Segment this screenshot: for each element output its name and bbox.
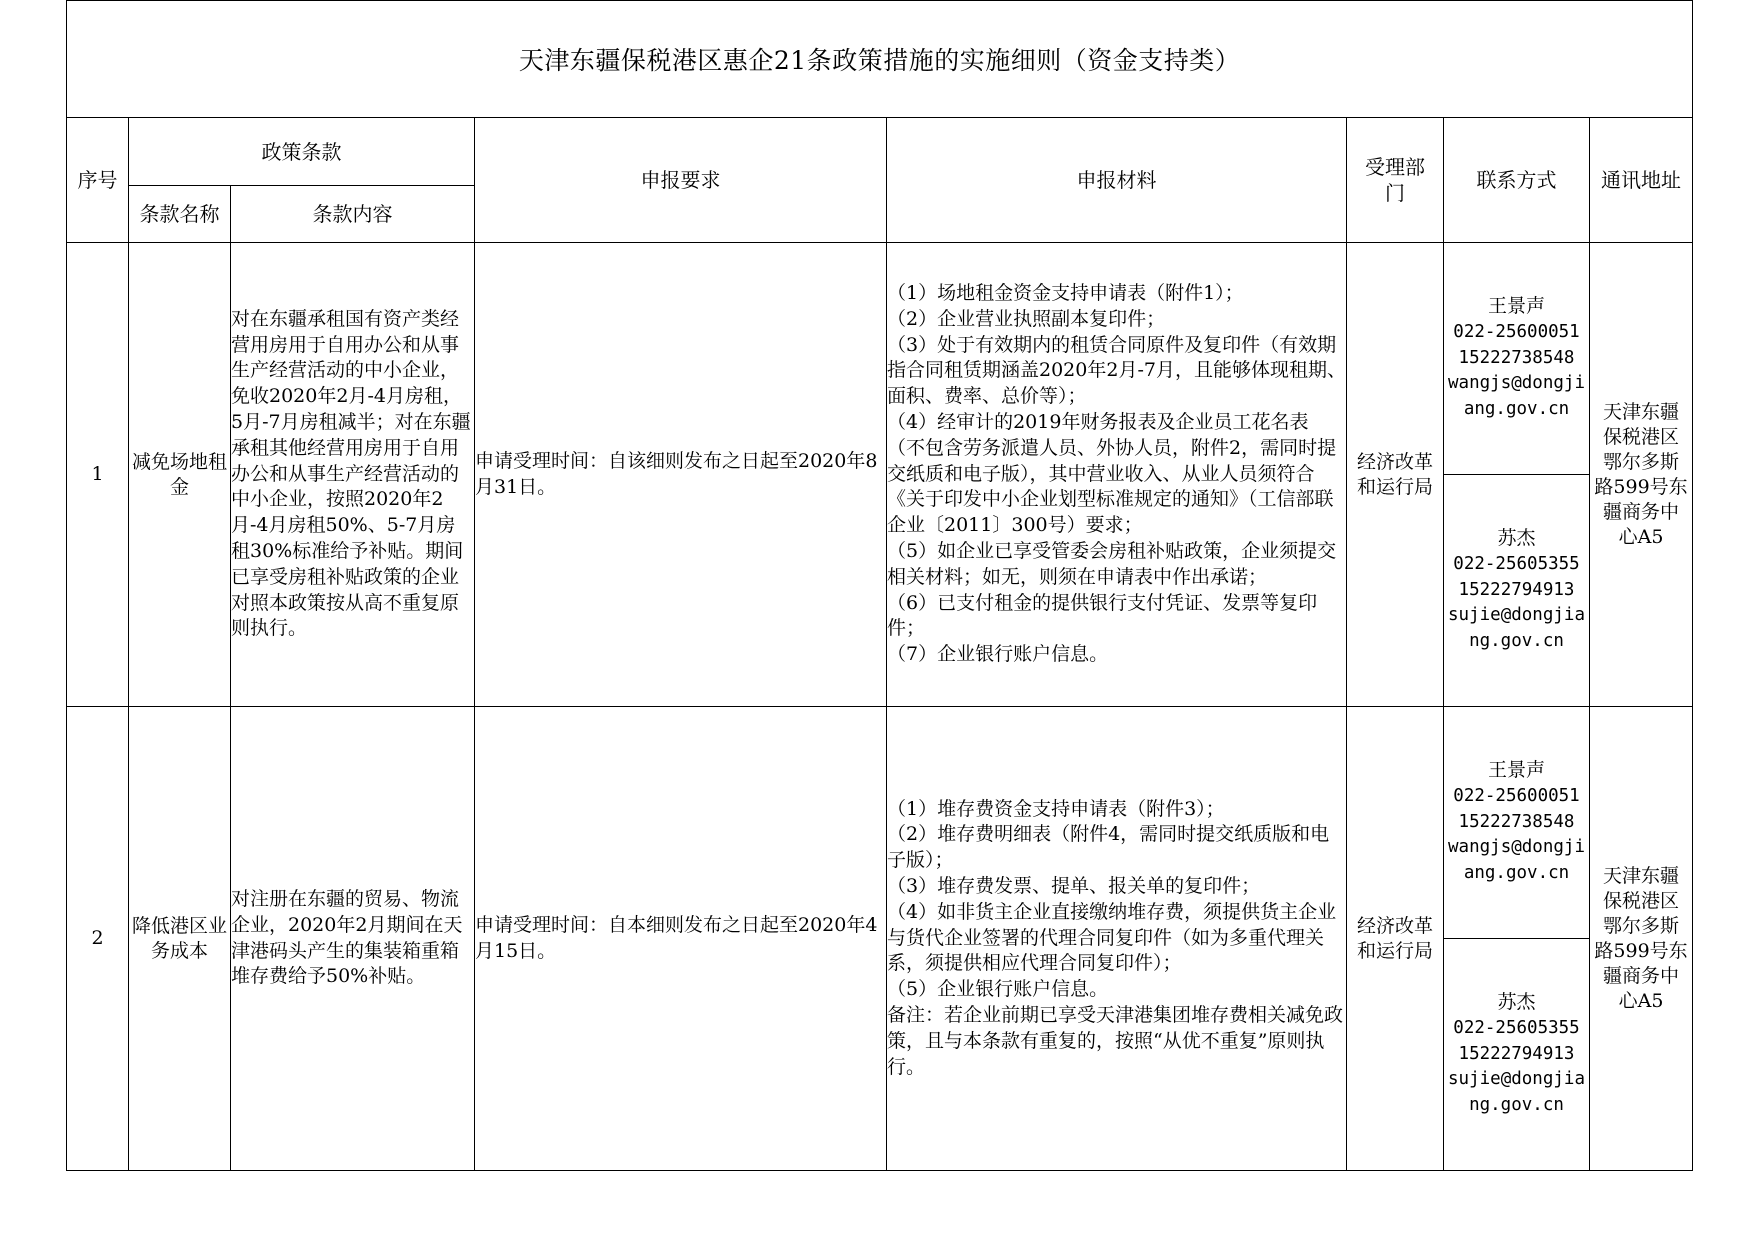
header-materials: 申报材料 (887, 118, 1347, 243)
contact-phone: 022-25605355 (1453, 553, 1580, 574)
header-policy: 政策条款 (129, 118, 475, 186)
table-row (67, 707, 1693, 939)
material-item: （5）企业银行账户信息。 (887, 978, 1109, 1001)
header-address: 通讯地址 (1590, 118, 1693, 243)
contact-card (1444, 939, 1590, 1171)
application-requirements: 申请受理时间：自该细则发布之日起至2020年8月31日。 (475, 243, 887, 707)
header-contact: 联系方式 (1444, 118, 1590, 243)
material-item: （4）经审计的2019年财务报表及企业员工花名表（不包含劳务派遣人员、外协人员，附件2，需同时提交纸质和电子版），其中营业收入、从业人员须符合《关于印发中小企业划型标准规定的通知》（工信部联企业〔2011〕300号）要求； (887, 411, 1337, 537)
material-item: （1）堆存费资金支持申请表（附件3）； (887, 797, 1225, 820)
clause-name: 减免场地租金 (129, 243, 231, 707)
header-clause-content: 条款内容 (231, 186, 475, 243)
clause-content: 对注册在东疆的贸易、物流企业，2020年2月期间在天津港码头产生的集装箱重箱堆存费给予50%补贴。 (231, 707, 475, 1171)
material-item: （3）堆存费发票、提单、报关单的复印件； (887, 875, 1261, 897)
table-row (67, 243, 1693, 475)
material-item: 备注：若企业前期已享受天津港集团堆存费相关减免政策，且与本条款有重复的，按照“从优不重复”原则执行。 (887, 1003, 1344, 1078)
contact-name: 王景声 (1487, 295, 1545, 317)
material-item: （2）堆存费明细表（附件4，需同时提交纸质版和电子版）； (887, 823, 1330, 872)
department: 经济改革和运行局 (1347, 243, 1444, 707)
contact-mobile: 15222794913 (1458, 579, 1575, 600)
material-item: （7）企业银行账户信息。 (887, 643, 1109, 666)
department: 经济改革和运行局 (1347, 707, 1444, 1171)
contact-phone: 022-25600051 (1453, 321, 1580, 342)
contact-phone: 022-25605355 (1453, 1017, 1580, 1038)
row-seq: 2 (67, 707, 129, 1171)
header-department: 受理部门 (1347, 118, 1444, 243)
contact-mobile: 15222794913 (1458, 1043, 1575, 1064)
header-requirements: 申报要求 (475, 118, 887, 243)
contact-card (1444, 243, 1590, 475)
policy-document (66, 0, 1692, 1172)
mailing-address: 天津东疆保税港区鄂尔多斯路599号东疆商务中心A5 (1590, 707, 1693, 1171)
header-clause-name: 条款名称 (129, 186, 231, 243)
material-item: （2）企业营业执照副本复印件； (887, 307, 1166, 330)
policy-table (66, 0, 1693, 1171)
application-materials (887, 243, 1347, 707)
contact-mobile: 15222738548 (1458, 347, 1575, 368)
contact-email: wangjs@dongjiang.gov.cn (1448, 837, 1585, 884)
contact-mobile: 15222738548 (1458, 811, 1575, 832)
clause-content: 对在东疆承租国有资产类经营用房用于自用办公和从事生产经营活动的中小企业，免收2020年2月-4月房租，5月-7月房租减半；对在东疆承租其他经营用房用于自用办公和从事生产经营活动的中小企业，按照2020年2月-4月房租50%、5-7月房租30%标准给予补贴。期间已享受房租补贴政策的企业对照本政策按从高不重复原则执行。 (231, 243, 475, 707)
contact-card (1444, 707, 1590, 939)
document-title: 天津东疆保税港区惠企21条政策措施的实施细则（资金支持类） (67, 1, 1693, 118)
contact-phone: 022-25600051 (1453, 785, 1580, 806)
row-seq: 1 (67, 243, 129, 707)
contact-name: 苏杰 (1497, 527, 1536, 549)
material-item: （1）场地租金资金支持申请表（附件1）； (887, 282, 1244, 305)
material-item: （4）如非货主企业直接缴纳堆存费，须提供货主企业与货代企业签署的代理合同复印件（如为多重代理关系，须提供相应代理合同复印件）； (887, 900, 1337, 975)
contact-name: 王景声 (1487, 759, 1545, 781)
application-requirements: 申请受理时间：自本细则发布之日起至2020年4月15日。 (475, 707, 887, 1171)
contact-email: sujie@dongjiang.gov.cn (1448, 605, 1585, 652)
mailing-address: 天津东疆保税港区鄂尔多斯路599号东疆商务中心A5 (1590, 243, 1693, 707)
material-item: （5）如企业已享受管委会房租补贴政策，企业须提交相关材料；如无，则须在申请表中作出承诺； (887, 539, 1337, 588)
material-item: （3）处于有效期内的租赁合同原件及复印件（有效期指合同租赁期涵盖2020年2月-7月，且能够体现租期、面积、费率、总价等）； (887, 333, 1346, 408)
contact-name: 苏杰 (1497, 991, 1536, 1013)
clause-name: 降低港区业务成本 (129, 707, 231, 1171)
contact-email: wangjs@dongjiang.gov.cn (1448, 373, 1585, 420)
contact-email: sujie@dongjiang.gov.cn (1448, 1069, 1585, 1116)
application-materials (887, 707, 1347, 1171)
material-item: （6）已支付租金的提供银行支付凭证、发票等复印件； (887, 591, 1318, 640)
contact-card (1444, 475, 1590, 707)
header-seq: 序号 (67, 118, 129, 243)
